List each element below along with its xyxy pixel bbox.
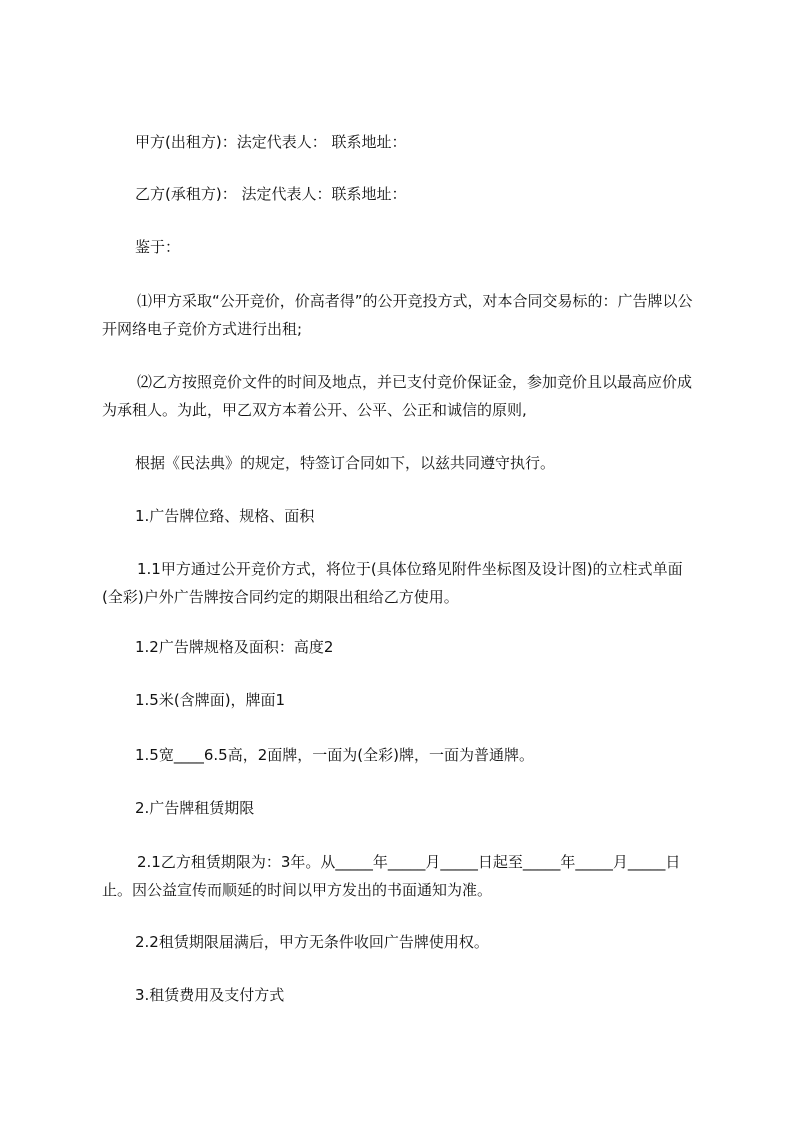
- section-1-heading: 1.广告牌位臵、规格、面积: [135, 507, 315, 525]
- recital-1: ⑴甲方采取“公开竞价，价高者得”的公开竞投方式，对本合同交易标的：广告牌以公开网络电子竞价方式进行出租;: [102, 292, 693, 338]
- whereas-heading: 鉴于：: [135, 238, 181, 256]
- section-3-heading: 3.租赁费用及支付方式: [135, 986, 285, 1004]
- clause-1-2: 1.2广告牌规格及面积：高度2: [135, 638, 334, 656]
- clause-2-1: 2.1乙方租赁期限为：3年。从_____年_____月_____日起至_____年_____月_____日止。因公益宣传而顺延的时间以甲方发出的书面通知为准。: [102, 853, 681, 899]
- recital-2: ⑵乙方按照竞价文件的时间及地点，并已支付竞价保证金，参加竞价且以最高应价成为承租人。为此，甲乙双方本着公开、公平、公正和诚信的原则,: [102, 373, 693, 419]
- clause-1-1: 1.1甲方通过公开竞价方式，将位于(具体位臵见附件坐标图及设计图)的立柱式单面(全彩)户外广告牌按合同约定的期限出租给乙方使用。: [102, 560, 683, 606]
- legal-basis: 根据《民法典》的规定，特签订合同如下，以兹共同遵守执行。: [135, 454, 556, 472]
- section-2-heading: 2.广告牌租赁期限: [135, 799, 255, 817]
- party-b-line: 乙方(承租方)： 法定代表人：联系地址：: [135, 185, 407, 203]
- clause-1-2-cont-b: 1.5宽____6.5高，2面牌，一面为(全彩)牌，一面为普通牌。: [135, 746, 534, 764]
- party-a-line: 甲方(出租方)：法定代表人： 联系地址：: [135, 133, 407, 151]
- clause-2-2: 2.2租赁期限届满后，甲方无条件收回广告牌使用权。: [135, 933, 489, 951]
- clause-1-2-cont-a: 1.5米(含牌面)，牌面1: [135, 691, 286, 709]
